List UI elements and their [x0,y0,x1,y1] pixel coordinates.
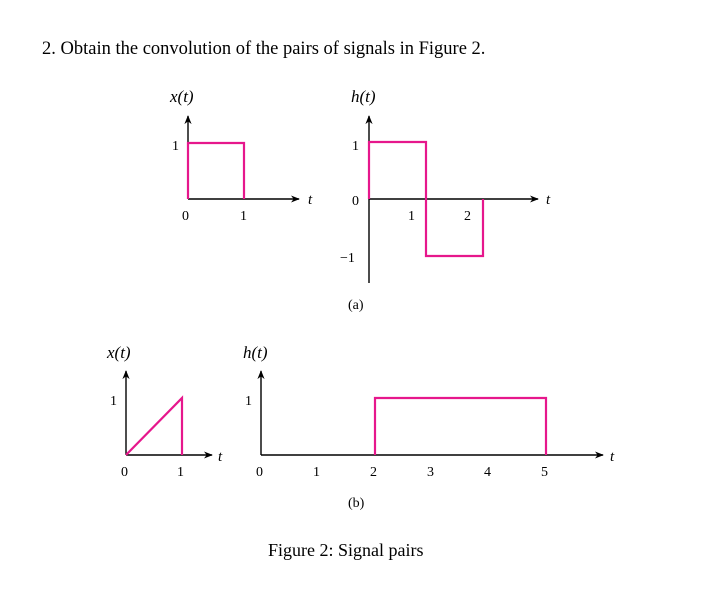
xtick-b-h-1: 1 [313,465,320,480]
signal-a-x-pulse [188,143,244,199]
xlabel-a-h: t [546,192,551,208]
panel-b-x-plot [106,343,223,480]
xtick-b-h-3: 3 [427,465,434,480]
ylabel-b-x: x(t) [107,343,131,362]
xtick-a-x-0: 0 [182,209,189,224]
signal-b-h-pulse [375,398,546,455]
panel-b-label: (b) [348,496,365,511]
ylabel-a-x: x(t) [170,87,194,106]
xtick-b-h-4: 4 [484,465,491,480]
xlabel-b-x: t [218,449,223,465]
panel-a-label: (a) [348,298,364,313]
ytick-a-h-0: 0 [352,194,359,209]
xtick-b-h-2: 2 [370,465,377,480]
xtick-b-h-0: 0 [256,465,263,480]
problem-statement: 2. Obtain the convolution of the pairs of signals in Figure 2. [42,39,486,59]
xtick-a-x-1: 1 [240,209,247,224]
ylabel-b-h: h(t) [243,343,268,362]
ytick-a-x-1: 1 [172,139,179,154]
ytick-a-h-1: 1 [352,139,359,154]
panel-a-x-plot [169,87,313,224]
figure-caption: Figure 2: Signal pairs [268,540,424,560]
ytick-b-h-1: 1 [245,394,252,409]
xtick-b-h-5: 5 [541,465,548,480]
xlabel-b-h: t [610,449,615,465]
panel-b-h-plot [243,343,615,480]
ytick-b-x-1: 1 [110,394,117,409]
ytick-a-h-neg1: −1 [340,251,355,266]
signal-b-x-ramp [126,398,182,455]
xtick-a-h-2: 2 [464,209,471,224]
xtick-a-h-1: 1 [408,209,415,224]
ylabel-a-h: h(t) [351,87,376,106]
xtick-b-x-1: 1 [177,465,184,480]
panel-a-h-plot [340,87,551,283]
xtick-b-x-0: 0 [121,465,128,480]
xlabel-a-x: t [308,192,313,208]
